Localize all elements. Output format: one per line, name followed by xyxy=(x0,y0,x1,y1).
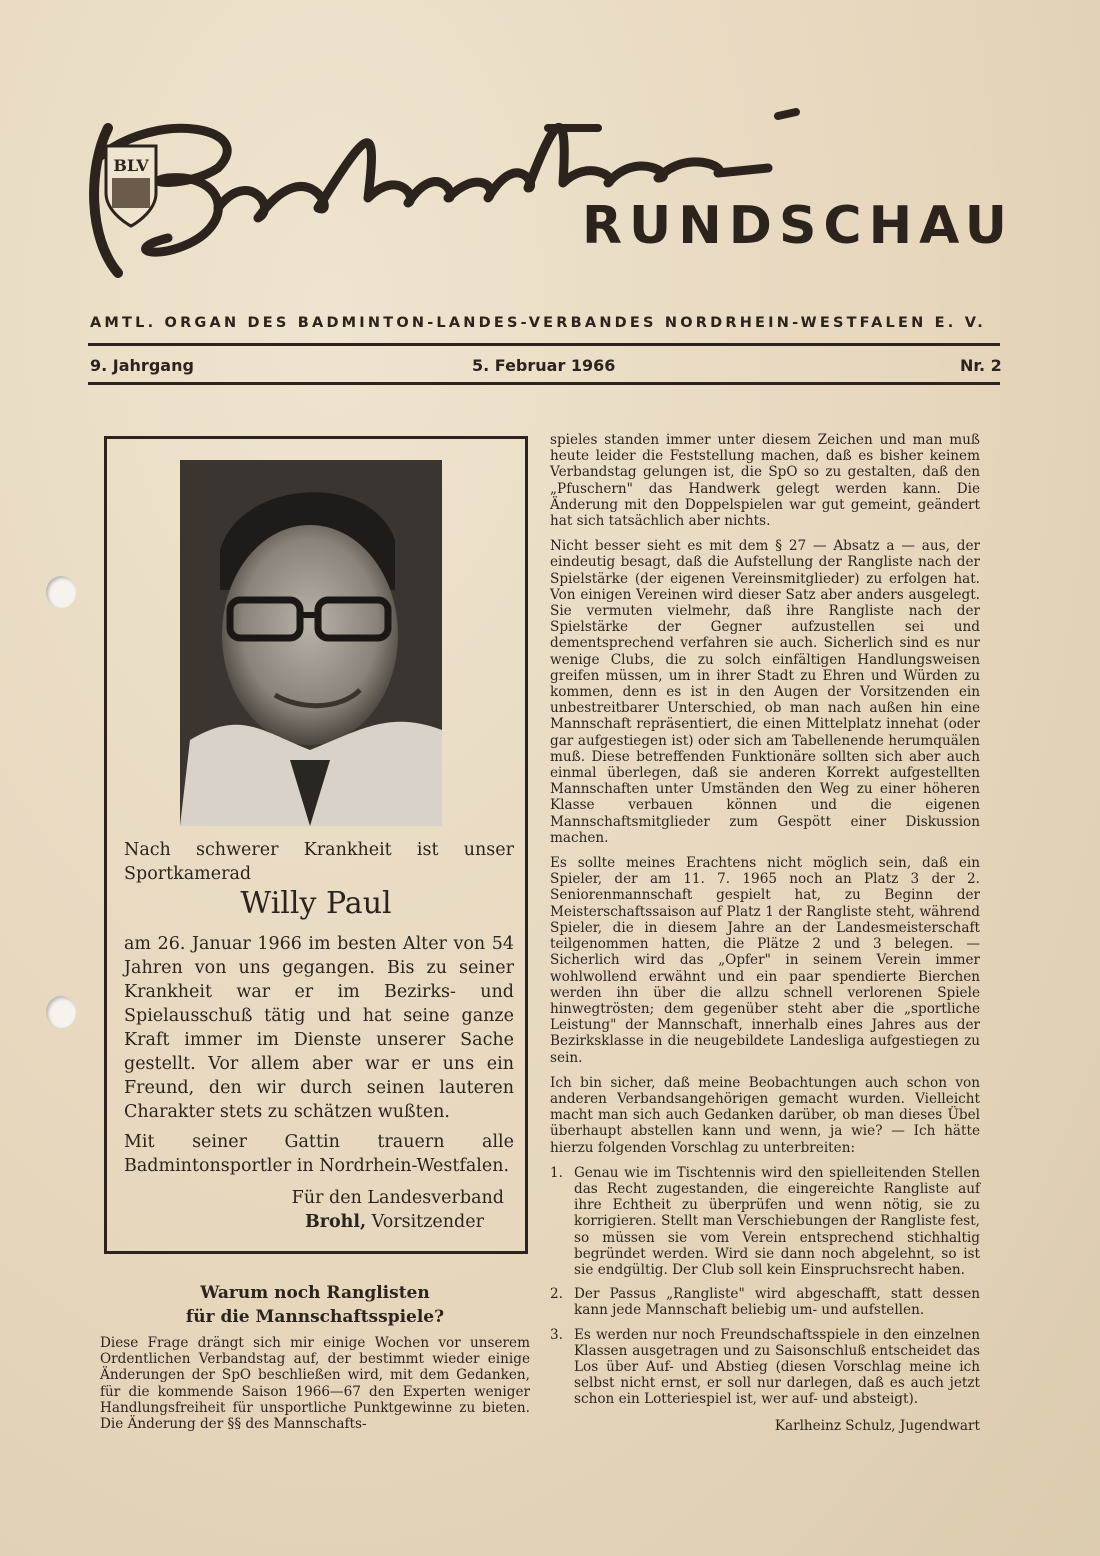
obituary-mourning: Mit seiner Gattin trauern alle Badmintonsportler in Nordrhein-Westfalen. xyxy=(124,1132,514,1176)
article-paragraph-2: Nicht besser sieht es mit dem § 27 — Absatz a — aus, der eindeutig besagt, daß die Aufstellung der Rangliste nach der Spielstärke (der eigenen Vereinsmitglieder) zu erfolgen hat. Von einigen Vereinen wird dieser Satz aber anders ausgelegt. Sie vermuten vielmehr, daß ihre Rangliste nach der Spielstärke der Gegner aufzustellen sei und dementsprechend verfahren sie auch. Sicherlich sind es nur wenige Clubs, die zu solch einfältigen Handlungsweisen greifen müssen, um in ihrer Stadt zu Ehren und Würden zu kommen, denn es ist in den Augen der Vorsitzenden ein unbestreitbarer Unterschied, ob man nach außen hin eine Mannschaft repräsentiert, die einen Mittelplatz innehat (oder gar aufgestiegen ist) oder sich am Tabellenende herumquälen muß. Diese betreffenden Funktionäre sollten sich aber auch einmal überlegen, daß sie anderen Korrekt aufgestellten Mannschaften unter Umständen den Weg zu einer höheren Klasse verbauen können und die eigenen Mannschaftsmitglieder zum Gespött einer Diskussion machen. xyxy=(550,538,980,846)
obituary-signoff-line: Für den Landesverband xyxy=(291,1188,504,1208)
masthead-rule-bottom xyxy=(88,382,1000,385)
punch-hole-bottom xyxy=(46,996,76,1028)
proposal-list xyxy=(550,1165,980,1408)
article-right-column xyxy=(550,432,980,1434)
issue-number: Nr. 2 xyxy=(960,356,1002,375)
obituary-signoff xyxy=(124,1210,484,1234)
article-paragraph-4: Ich bin sicher, daß meine Beobachtungen auch schon von anderen Verbandsangehörigen gemacht wurden. Vielleicht macht man sich auch Gedanken darüber, ob man dieses Übel überhaupt abstellen kann und wenn, ja wie? — Ich hätte hierzu folgenden Vorschlag zu unterbreiten: xyxy=(550,1074,980,1156)
svg-text:BLV: BLV xyxy=(113,156,149,175)
obituary-intro: Nach schwerer Krankheit ist unser Sportkamerad xyxy=(124,840,514,884)
obituary-body: am 26. Januar 1966 im besten Alter von 54 Jahren von uns gegangen. Bis zu seiner Krankheit war er im Bezirks- und Spielausschuß tätig und hat seine ganze Kraft immer im Dienste unserer Sache gestellt. Vor allem aber war er uns ein Freund, den wir durch seinen lauteren Charakter stets zu schätzen wußten. xyxy=(124,934,514,1122)
article-author: Karlheinz Schulz, Jugendwart xyxy=(774,1417,980,1434)
masthead-title: RUNDSCHAU xyxy=(582,196,1014,256)
article-title-line2: für die Mannschaftsspiele? xyxy=(185,1307,445,1327)
blv-shield-icon xyxy=(106,146,156,226)
issue-date: 5. Februar 1966 xyxy=(472,356,616,375)
article-paragraph-1: Diese Frage drängt sich mir einige Wochen vor unserem Ordentlichen Verbandstag auf, der bestimmt wieder einige Änderungen der SpO beschließen wird, mit dem Gedanken, für die kommende Saison 1966—67 den Experten weniger Handlungsfreiheit für unsportliche Punktgewinne zu bieten. Die Änderung der §§ des Mannschafts- xyxy=(100,1335,530,1433)
signoff-name: Brohl, xyxy=(304,1212,367,1232)
article-paragraph-3: Es sollte meines Erachtens nicht möglich sein, daß ein Spieler, der am 11. 7. 1965 noch an Platz 3 der 2. Seniorenmannschaft gespielt hat, zu Beginn der Meisterschaftssaison auf Platz 1 der Rangliste steht, während Spieler, die in diesem Jahre an der Landesmeisterschaft teilgenommen hatten, die Plätze 2 und 3 belegen. — Sicherlich wird das „Opfer" in seinem Verein immer wohlwollend erwähnt und ein paar spendierte Bierchen werden ihn über die allzu schnell verlorenen Spiele hinwegtrösten; dem gegenüber steht aber die „sportliche Leistung" der Mannschaft, innerhalb eines Jahres aus der Bezirksklasse in die neugebildete Landesliga aufgestiegen zu sein. xyxy=(550,855,980,1066)
list-item: 3. Es werden nur noch Freundschaftsspiele in den einzelnen Klassen ausgetragen und zu Saisonschluß entscheidet das Los über Auf- und Abstieg (diesen Vorschlag meine ich selbst nicht ernst, er soll nur darlegen, daß es auch jetzt schon ein Lotteriespiel ist, wer auf- und absteigt). xyxy=(550,1326,980,1408)
punch-hole-top xyxy=(46,576,76,608)
portrait-photo xyxy=(180,460,442,826)
article-title-line1: Warum noch Ranglisten xyxy=(200,1283,430,1303)
list-item: 1. Genau wie im Tischtennis wird den spielleitenden Stellen das Recht zugestanden, die eingereichte Rangliste auf ihre Echtheit zu überprüfen und wenn nötig, sie zu korrigieren. Stellt man Verschiebungen der Rangliste fest, so müssen sie vom Verein entsprechend stichhaltig begründet werden. Wird sie dann noch abgelehnt, so ist sie endgültig. Der Club soll kein Einspruchsrecht haben. xyxy=(550,1164,980,1278)
article-paragraph-1-cont: spieles standen immer unter diesem Zeichen und man muß heute leider die Feststellung machen, daß es bisher keinem Verbandstag gelungen ist, die SpO so zu gestalten, daß den „Pfuschern" das Handwerk gelegt werden kann. Die Änderung mit den Doppelspielen war gut gemeint, geändert hat sich tatsächlich aber nichts. xyxy=(550,432,980,530)
obituary-name: Willy Paul xyxy=(240,886,392,921)
volume-label: 9. Jahrgang xyxy=(90,356,194,375)
signoff-role: Vorsitzender xyxy=(366,1212,484,1232)
masthead-organ-line: AMTL. ORGAN DES BADMINTON-LANDES-VERBANDES NORDRHEIN-WESTFALEN E. V. xyxy=(90,315,986,331)
list-item: 2. Der Passus „Rangliste" wird abgeschafft, statt dessen kann jede Mannschaft beliebig um- und aufstellen. xyxy=(550,1286,980,1319)
masthead-rule-top xyxy=(88,343,1000,346)
